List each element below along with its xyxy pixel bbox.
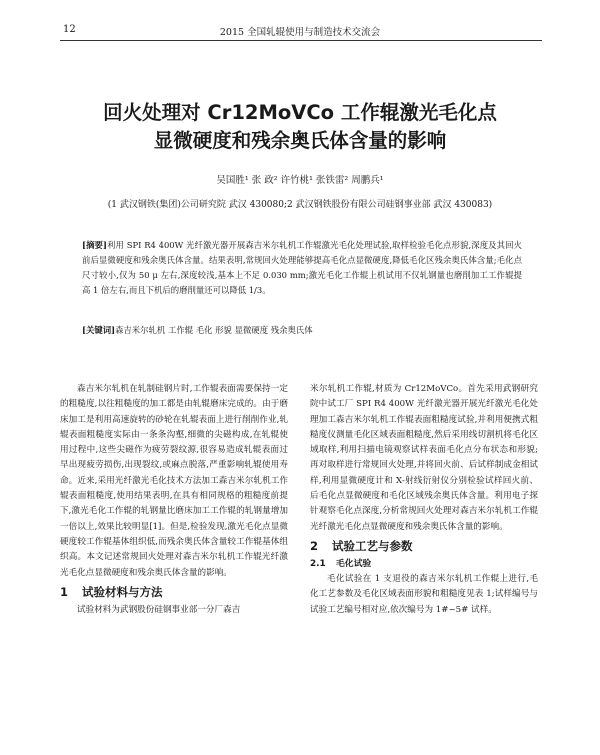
section-1-paragraph: 试验材料为武钢股份硅钢事业部一分厂森吉 (77, 604, 241, 615)
abstract-text: 利用 SPI R4 400W 光纤激光器开展森吉米尔轧机工作辊激光毛化处理试验,取样检验毛化点形貌,深度及其回火前后显微硬度和残余奥氏体含量。结果表明,常规回火处理能够提高毛化点显微硬度,降低毛化区残余奥氏体含量;毛化点尺寸较小,仅为 50 μ 左右,深度较浅,基本上不足 0.030 mm;激光毛化工作辊上机试用不仅轧钢量也磨削加工工作辊提高 1 倍左右,而且下机后的磨削量还可以降低 1/3。 (82, 240, 522, 295)
paper-title-line1: 回火处理对 Cr12MoVCo 工作辊激光毛化点 (103, 101, 497, 124)
paper-title-line2: 显微硬度和残余奥氏体含量的影响 (153, 129, 447, 152)
continued-paragraph: 米尔轧机工作辊,材质为 Cr12MoVCo。首先采用武钢研究院中试工厂 SPI R4 400W 光纤激光器开展光纤激光毛化处理加工森吉米尔轧机工作辊表面粗糙度试验,并利用便携式粗糙度仪测量毛化区域表面粗糙度,然后采用线切割机将毛化区域取样,利用扫描电镜观察试样表面毛化点分布状态和形貌;再对取样进行常规回火处理,并将回火前、后试样制成金相试样,利用显微硬度计和 X-射线衍射仪分别检验试样回火前、后毛化点显微硬度和毛化区域残余奥氏体含量。利用电子探针观察毛化点深度,分析常规回火处理对森吉米尔轧机工作辊光纤激光毛化点显微硬度和残余奥氏体含量的影响。 (310, 384, 538, 532)
section-1-title: 试验材料与方法 (82, 584, 163, 599)
section-1-heading (60, 583, 288, 601)
keywords-label: [关键词] (82, 325, 116, 335)
subsection-2-1-heading (310, 557, 538, 572)
abstract (82, 238, 522, 298)
left-column (60, 382, 288, 618)
page-number: 12 (63, 24, 76, 35)
abstract-label: [摘要] (82, 240, 107, 250)
author-list: 吴国胜¹ 张 政² 许竹桃¹ 张铁雷² 周鹏兵¹ (216, 175, 384, 186)
keywords (82, 323, 522, 338)
section-2-title: 试验工艺与参数 (332, 538, 413, 553)
affiliation: (1 武汉钢铁(集团)公司研究院 武汉 430080;2 武汉钢铁股份有限公司硅钢事业部 武汉 430083) (107, 200, 493, 210)
section-1-number: 1 (60, 584, 69, 599)
running-header: 2015 全国轧辊使用与制造技术交流会 (219, 27, 381, 38)
keywords-text: 森吉米尔轧机 工作辊 毛化 形貌 显微硬度 残余奥氏体 (115, 325, 313, 335)
section-2-number: 2 (310, 538, 319, 553)
section-2-heading (310, 537, 538, 555)
subsection-2-1-number: 2.1 (310, 558, 326, 569)
subsection-2-1-title: 毛化试验 (336, 558, 372, 569)
subsection-2-1-paragraph: 毛化试验在 1 支退役的森吉米尔轧机工作辊上进行,毛化工艺参数及毛化区域表面形貌和粗糙度见表 1;试样编号与试验工艺编号相对应,依次编号为 1#~5# 试样。 (310, 573, 538, 615)
header-divider (60, 40, 542, 41)
intro-paragraph: 森吉米尔轧机在轧制硅钢片时,工作辊表面需要保持一定的粗糙度,以往粗糙度的加工都是由轧辊磨床完成的。由于磨床加工是利用高速旋转的砂轮在轧辊表面上进行削削作业,轧辊表面粗糙度实际由一条条沟壑,细微的尖磁构成,在轧辊使用过程中,这些尖磁作为疲劳裂纹源,很容易造成轧辊表面过早出现疲劳损伤,出现裂纹,或麻点脱落,严重影响轧辊使用寿命。近来,采用光纤激光毛化技术方法加工森吉米尔轧机工作辊表面粗糙度,使用结果表明,在具有相同规格的粗糙度前提下,激光毛化工作辊的轧钢量比磨床加工工作辊的轧钢量增加一倍以上,效果比较明显[1]。但是,检验发现,激光毛化点显微硬度较工作辊基体组织低,而残余奥氏体含量较工作辊基体组织高。本文记述常规回火处理对森吉米尔轧机工作辊光纤激光毛化点显微硬度和残余奥氏体含量的影响。 (60, 384, 288, 578)
right-column (310, 382, 538, 618)
